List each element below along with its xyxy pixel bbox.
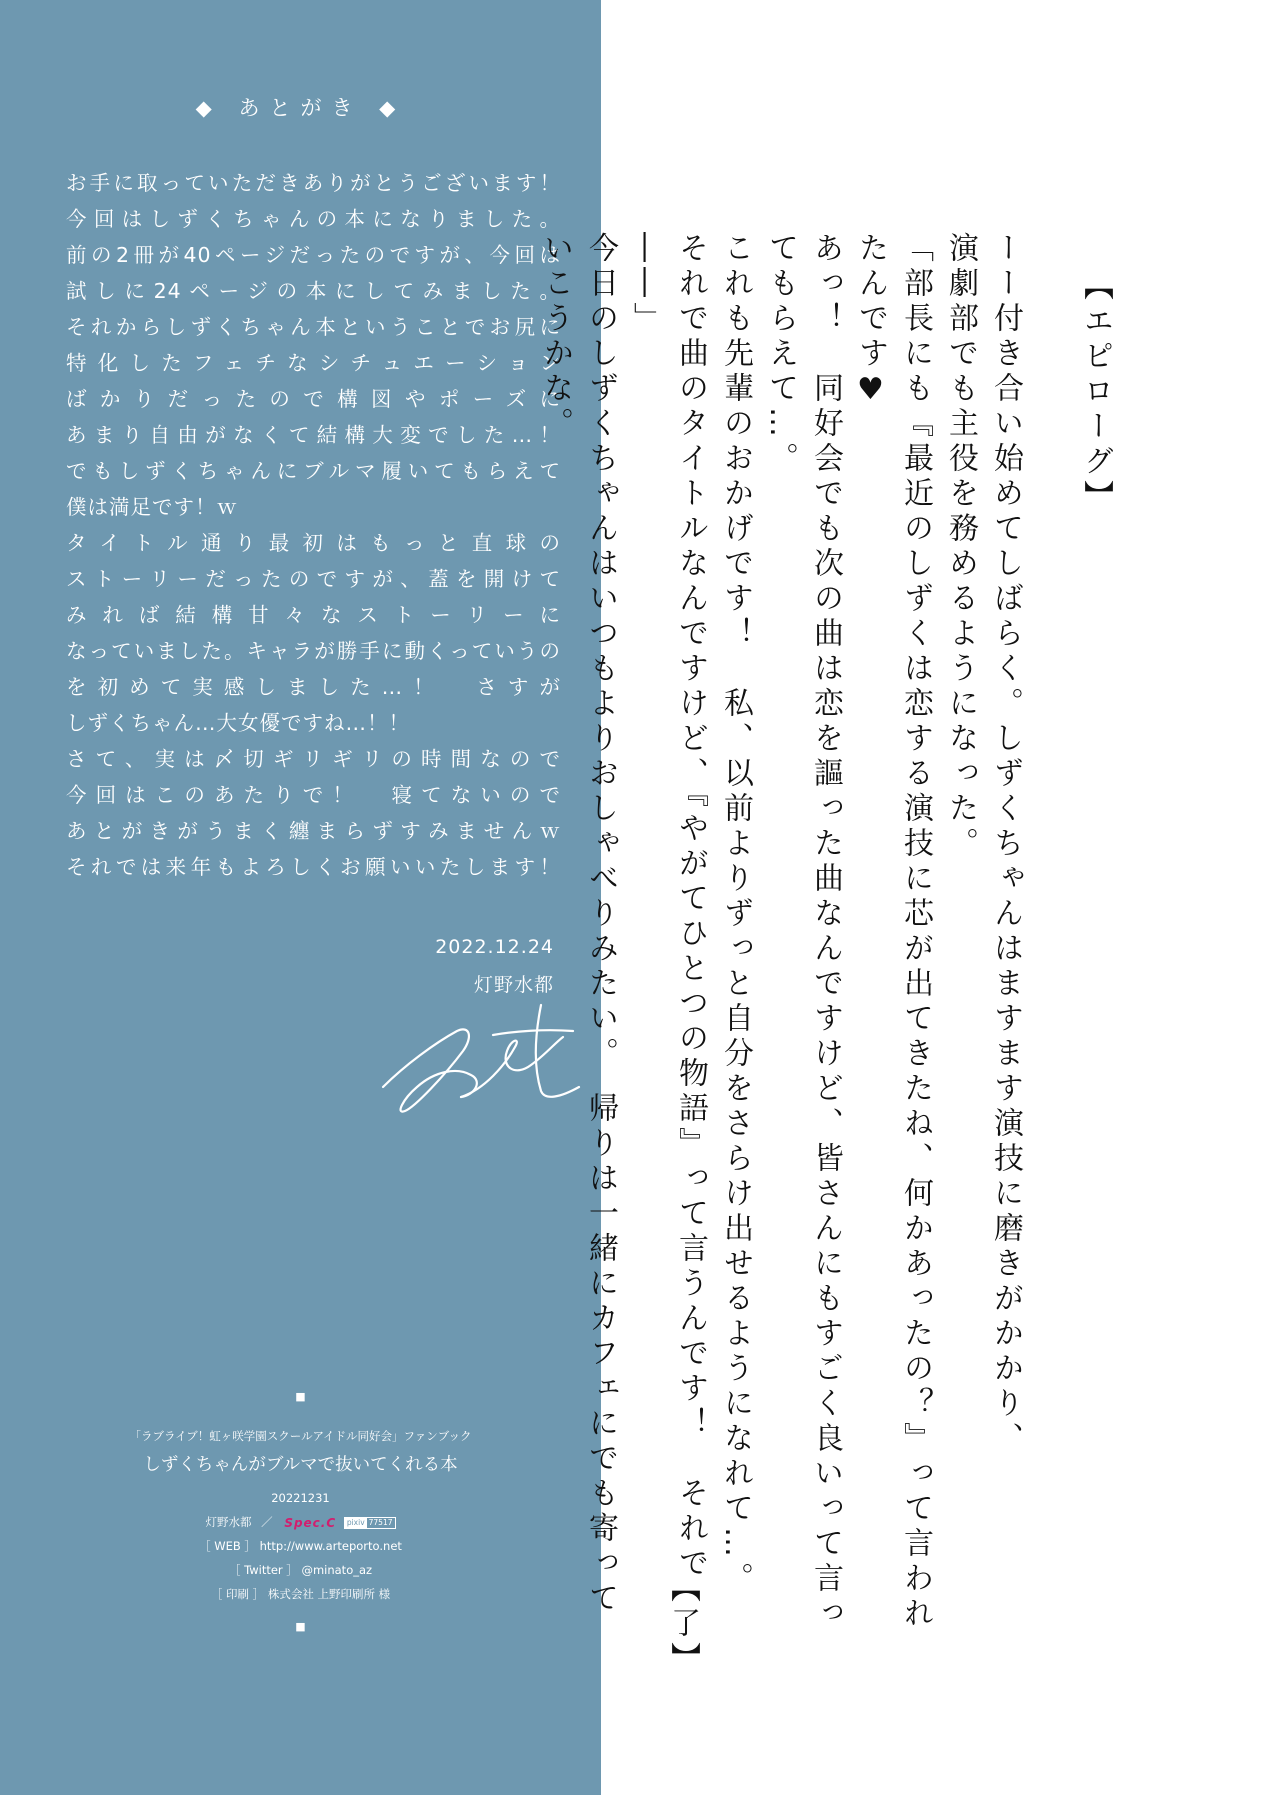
colophon-bullet: ■ xyxy=(295,1390,306,1403)
afterword-line: 今回はこのあたりで！ 寝てないので xyxy=(66,783,561,807)
colophon-printer: ［ 印刷 ］ 株式会社 上野印刷所 様 xyxy=(210,1587,391,1601)
afterword-line: 今回はしずくちゃんの本になりました。 xyxy=(66,207,561,231)
afterword-panel xyxy=(0,0,601,1795)
afterword-line: ストーリーだったのですが、蓋を開けて xyxy=(66,567,561,591)
colophon-issue-date: 20221231 xyxy=(271,1491,330,1505)
afterword-line: 特化したフェチなシチュエーション xyxy=(66,351,561,375)
afterword-line: あとがきがうまく纏まらずすみませんｗ xyxy=(66,819,561,843)
afterword-line: でもしずくちゃんにブルマ履いてもらえて xyxy=(66,459,561,483)
spec-c-logo: Spec.C xyxy=(284,1515,337,1530)
afterword-line: 僕は満足です！ｗ xyxy=(66,495,238,519)
afterword-body xyxy=(66,165,561,885)
afterword-line: 前の2冊が40ページだったのですが、今回は xyxy=(66,243,561,267)
epilogue-line: 「部長にも『最近のしずくは恋する演技に芯が出てきたね、何かあったの？』って言われたんです♥ xyxy=(853,232,933,1632)
afterword-line: ばかりだったので構図やポーズに xyxy=(66,387,561,411)
afterword-author: 灯野水都 xyxy=(473,974,554,996)
pixiv-badge xyxy=(344,1517,396,1529)
colophon-author-row xyxy=(0,1510,601,1534)
colophon-bullet: ■ xyxy=(295,1620,306,1633)
afterword-line: それでは来年もよろしくお願いいたします！ xyxy=(66,855,561,879)
epilogue-text xyxy=(533,232,1118,1632)
afterword-line: を初めて実感しました…！ さすが xyxy=(66,675,561,699)
afterword-line: なっていました。キャラが勝手に動くっていうの xyxy=(66,639,561,663)
afterword-line: 試しに24ページの本にしてみました。 xyxy=(66,279,561,303)
epilogue-spacer xyxy=(1028,232,1073,1632)
afterword-line: さて、実は〆切ギリギリの時間なので xyxy=(66,747,561,771)
epilogue-end-mark: 【了】 xyxy=(665,1572,700,1677)
afterword-date: 2022.12.24 xyxy=(435,936,554,958)
afterword-line: あまり自由がなくて結構大変でした…！ xyxy=(66,423,561,447)
epilogue-line: ーー付き合い始めてしばらく。しずくちゃんはますます演技に磨きがかかり、 xyxy=(988,232,1023,1457)
epilogue-line: それで曲のタイトルなんですけど、『やがてひとつの物語』って言うんです！ それで――」 xyxy=(628,232,708,1582)
afterword-line: それからしずくちゃん本ということでお尻に xyxy=(66,315,561,339)
colophon-web: ［ WEB ］ http://www.arteporto.net xyxy=(199,1539,402,1553)
afterword-line: しずくちゃん…大女優ですね…！！ xyxy=(66,711,410,735)
epilogue-line: 演劇部でも主役を務めるようになった。 xyxy=(943,232,978,862)
afterword-line: タイトル通り最初はもっと直球の xyxy=(66,531,561,555)
afterword-line: お手に取っていただきありがとうございます！ xyxy=(66,171,561,195)
epilogue-line: 今日のしずくちゃんはいつもよりおしゃべりみたい。 帰りは一緒にカフェにでも寄っていこうかな。 xyxy=(538,232,618,1617)
colophon-separator: ／ xyxy=(261,1515,273,1529)
colophon-author: 灯野水都 xyxy=(205,1515,252,1529)
epilogue-line: あっ！ 同好会でも次の曲は恋を謳った曲なんですけど、皆さんにもすごく良いって言ってもらえて…。 xyxy=(763,232,843,1632)
colophon-twitter: ［ Twitter ］ @minato_az xyxy=(228,1563,373,1577)
pixiv-id: 77517 xyxy=(368,1517,393,1527)
epilogue-line: これも先輩のおかげです！ 私、以前よりずっと自分をさらけ出せるようになれて…。 xyxy=(718,232,753,1597)
pixiv-label: pixiv xyxy=(346,1517,365,1527)
epilogue-heading: 【エピローグ】 xyxy=(1078,270,1113,515)
colophon xyxy=(0,1390,601,1640)
colophon-book-title: しずくちゃんがブルマで抜いてくれる本 xyxy=(143,1455,458,1475)
afterword-title: ◆ あとがき ◆ xyxy=(195,96,406,120)
afterword-line: みれば結構甘々なストーリーに xyxy=(66,603,561,627)
colophon-series: 「ラブライブ！虹ヶ咲学園スクールアイドル同好会」ファンブック xyxy=(129,1429,472,1443)
